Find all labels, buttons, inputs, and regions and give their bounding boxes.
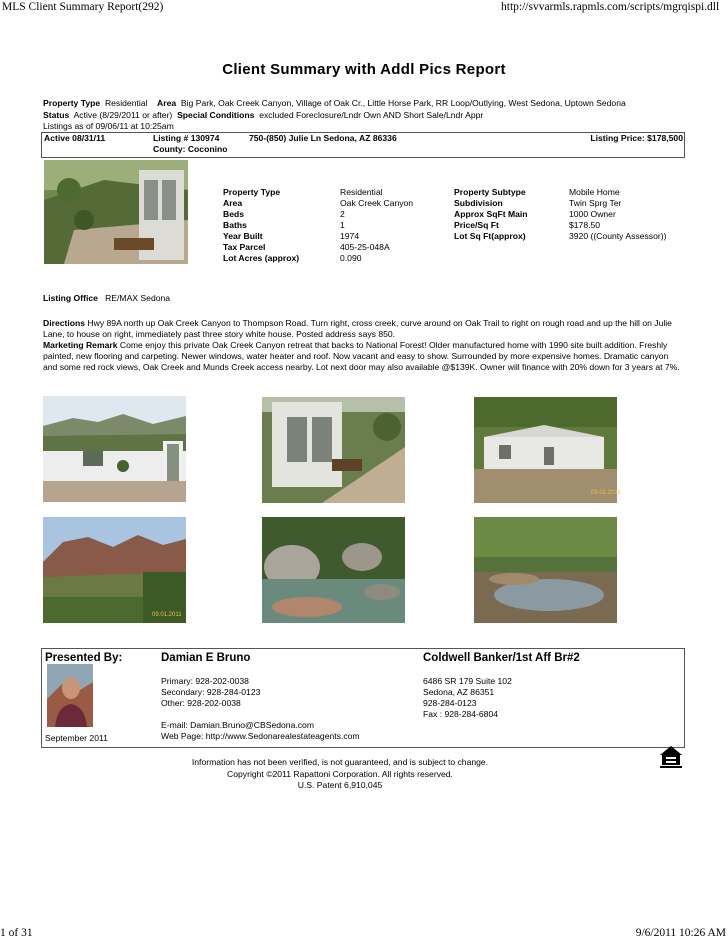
additional-photo-5[interactable]	[262, 517, 405, 623]
additional-photo-1[interactable]	[43, 396, 186, 502]
criteria-line-1	[43, 98, 626, 109]
listing-number: Listing # 130974	[153, 133, 220, 143]
agent-contact-phones	[161, 676, 260, 709]
additional-photo-4[interactable]	[43, 517, 186, 623]
status-label: Status	[43, 110, 70, 120]
area-label: Area	[157, 98, 177, 108]
area-value: Big Park, Oak Creek Canyon, Village of Oak Cr., Little Horse Park, RR Loop/Outlying, West Sedona, Uptown Sedona	[180, 98, 626, 108]
agent-name: Damian E Bruno	[161, 652, 251, 664]
additional-photo-3[interactable]	[474, 397, 617, 503]
photo-date-stamp: 09.01.2011	[591, 490, 621, 496]
detail-row: Beds 2	[223, 209, 345, 219]
detail-row: Property Subtype Mobile Home	[454, 187, 620, 197]
detail-row: Tax Parcel 405-25-048A	[223, 242, 390, 252]
additional-photo-6[interactable]	[474, 517, 617, 623]
disclaimer: Information has not been verified, is not guaranteed, and is subject to change. Copyright ©2011 Rapattoni Corporation. All rights reserved. U.S. Patent 6,910,045	[191, 757, 489, 790]
listing-county: County: Coconino	[153, 144, 228, 154]
detail-row: Year Built 1974	[223, 231, 360, 241]
property-type-value: Residential	[104, 98, 148, 108]
status-value: Active (8/29/2011 or after)	[73, 110, 173, 120]
detail-row: Subdivision Twin Sprg Ter	[454, 198, 622, 208]
detail-row: Approx SqFt Main 1000 Owner	[454, 209, 616, 219]
detail-row: Area Oak Creek Canyon	[223, 198, 414, 208]
report-date: September 2011	[45, 733, 108, 743]
listings-asof: Listings as of 09/06/11 at 10:25am	[43, 121, 174, 131]
listing-office: Listing Office RE/MAX Sedona	[43, 293, 171, 303]
property-type-label: Property Type	[43, 98, 101, 108]
detail-row: Lot Acres (approx) 0.090	[223, 253, 362, 263]
listing-address: 750-(850) Julie Ln Sedona, AZ 86336	[249, 133, 397, 143]
detail-row: Lot Sq Ft(approx) 3920 ((County Assessor))	[454, 231, 667, 241]
agent-other-phone: Other: 928-202-0038	[161, 698, 241, 708]
office-address: 6486 SR 179 Suite 102 Sedona, AZ 86351 928-284-0123 Fax : 928-284-6804	[423, 676, 512, 719]
directions: Directions Hwy 89A north up Oak Creek Canyon to Thompson Road. Turn right, cross creek, curve around on Oak Trail to right on rough road and up the hill on Julie Lane, to house on right, immediately past three story white house. Posted address says 850.	[43, 318, 672, 339]
special-conditions-label: Special Conditions	[177, 110, 255, 120]
equal-housing-icon	[658, 744, 684, 770]
agent-secondary-phone: Secondary: 928-284-0123	[161, 687, 261, 697]
print-header-title: MLS Client Summary Report(292)	[2, 1, 164, 13]
print-header-url: http://svvarmls.rapmls.com/scripts/mgrqispi.dll	[501, 1, 720, 13]
agent-avatar	[47, 664, 93, 727]
agent-primary-phone: Primary: 928-202-0038	[161, 676, 249, 686]
marketing-remark: Marketing Remark Come enjoy this private Oak Creek Canyon retreat that backs to National Forest! Older manufactured home with 1990 site built addition. Freshly painted, new flooring and carpeting. Newer windows, water heater and roof. Now vacant and easy to show. Surrounded by more expensive homes. Dramatic canyon and some red rock views, Oak Creek and Munds Creek access nearby. Lot next door may also available @$139K. Owner will finance with 20% down for 3 years at 7%.	[43, 340, 680, 372]
listing-active: Active 08/31/11	[44, 133, 106, 143]
listing-price: Listing Price: $178,500	[590, 133, 683, 143]
print-footer-page: 1 of 31	[0, 927, 33, 939]
detail-row: Baths 1	[223, 220, 345, 230]
criteria-line-2	[43, 110, 483, 121]
presented-by-label: Presented By:	[45, 652, 123, 664]
report-title: Client Summary with Addl Pics Report	[222, 61, 506, 78]
additional-photo-2[interactable]	[262, 397, 405, 503]
special-conditions-value: excluded Foreclosure/Lndr Own AND Short Sale/Lndr Appr	[259, 110, 484, 120]
agent-company: Coldwell Banker/1st Aff Br#2	[423, 652, 580, 664]
detail-row: Price/Sq Ft $178.50	[454, 220, 601, 230]
detail-row: Property Type Residential	[223, 187, 383, 197]
agent-box	[41, 648, 685, 748]
main-property-photo[interactable]	[44, 160, 188, 264]
print-footer-timestamp: 9/6/2011 10:26 AM	[635, 927, 726, 939]
agent-web-page[interactable]: Web Page: http://www.Sedonarealestateagents.com	[161, 731, 360, 741]
photo-date-stamp: 09.01.2011	[152, 612, 182, 618]
agent-email[interactable]: E-mail: Damian.Bruno@CBSedona.com	[161, 720, 314, 730]
